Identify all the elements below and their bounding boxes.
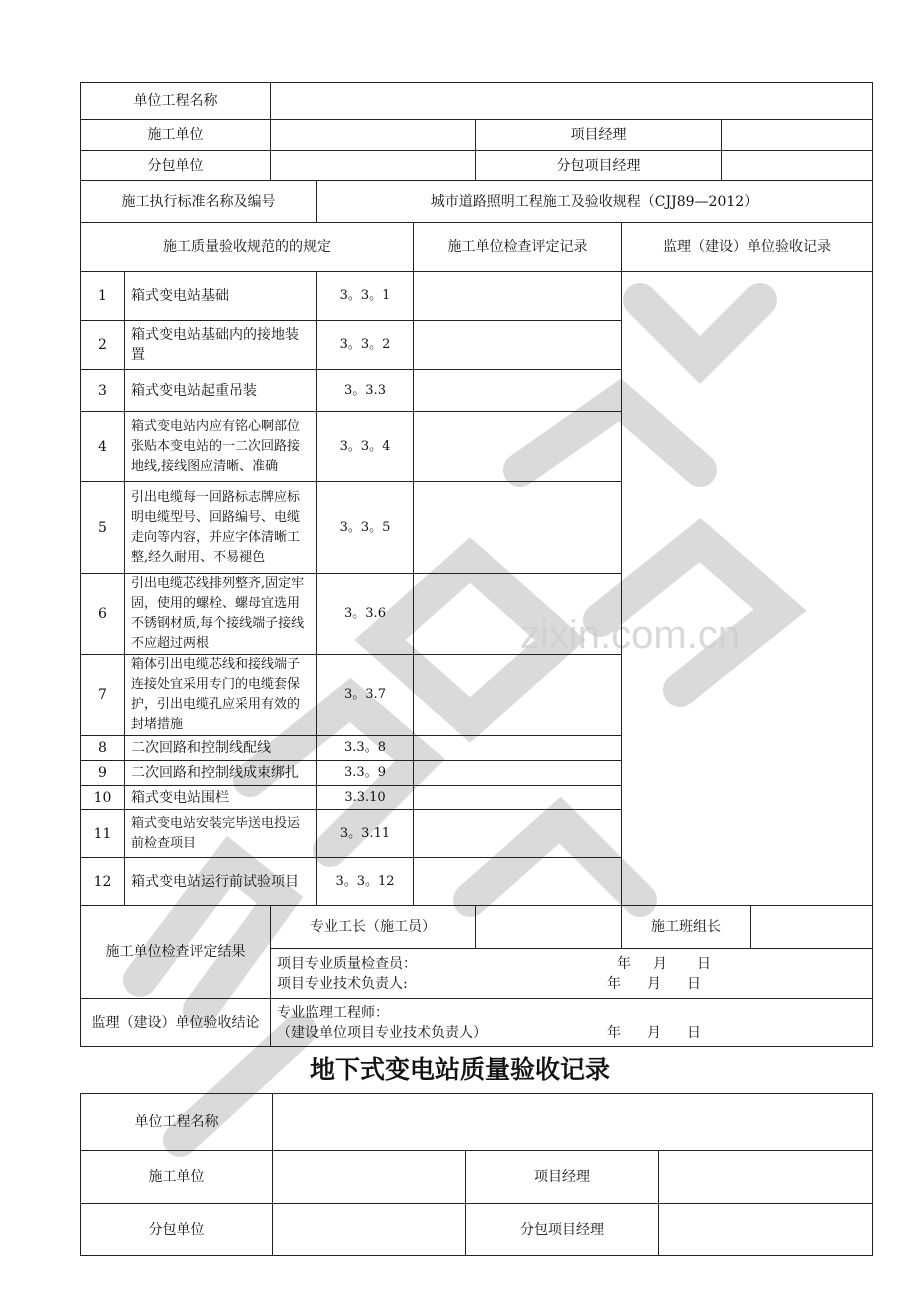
row-check-record[interactable] [414,321,622,370]
subcontractor-field[interactable] [273,1204,466,1256]
row-clause: 3。3.3 [317,370,414,412]
row-item: 二次回路和控制线配线 [125,736,317,761]
row-item: 二次回路和控制线成束绑扎 [125,761,317,786]
date-year: 年 [607,1024,621,1041]
row-clause: 3。3。4 [317,412,414,482]
construction-unit-field[interactable] [273,1151,466,1204]
date-year: 年 [607,975,621,992]
row-clause: 3。3。12 [317,858,414,906]
row-number: 6 [81,574,125,655]
team-leader-field[interactable] [751,906,873,949]
row-item: 引出电缆每一回路标志牌应标明电缆型号、回路编号、电缆走向等内容，并应字体清晰工整,经久耐用、不易褪色 [125,482,317,574]
date-day: 日 [687,1024,701,1041]
project-manager-label: 项目经理 [466,1151,659,1204]
row-number: 12 [81,858,125,906]
row-clause: 3。3.6 [317,574,414,655]
project-manager-field[interactable] [722,120,873,151]
box-substation-form [80,82,873,1047]
supervision-sign-area[interactable] [271,999,873,1047]
standard-value: 城市道路照明工程施工及验收规程（CJJ89—2012） [317,181,873,223]
construction-unit-field[interactable] [271,120,476,151]
date-day: 日 [687,975,701,992]
row-clause: 3。3。1 [317,272,414,321]
underground-substation-form [80,1093,873,1256]
tech-leader-label: 项目专业技术负责人: [277,975,408,992]
row-number: 7 [81,655,125,736]
inspection-sign-area[interactable] [271,949,873,999]
sub-project-manager-field[interactable] [659,1204,873,1256]
row-check-record[interactable] [414,736,622,761]
subcontractor-field[interactable] [271,151,476,181]
quality-inspector-label: 项目专业质量检查员： [277,955,417,972]
row-clause: 3.3。8 [317,736,414,761]
row-item: 箱式变电站运行前试验项目 [125,858,317,906]
row-item: 箱式变电站基础内的接地装置 [125,321,317,370]
row-number: 4 [81,412,125,482]
row-check-record[interactable] [414,370,622,412]
row-check-record[interactable] [414,786,622,810]
sub-project-manager-field[interactable] [722,151,873,181]
team-leader-label: 施工班组长 [622,906,751,949]
row-number: 11 [81,810,125,858]
row-item: 箱式变电站安装完毕送电投运前检查项目 [125,810,317,858]
row-item: 箱式变电站起重吊装 [125,370,317,412]
date-year: 年 [617,955,631,972]
row-clause: 3.3。9 [317,761,414,786]
section-title: 地下式变电站质量验收记录 [309,1055,610,1084]
date-day: 日 [697,955,711,972]
header-check: 施工单位检查评定记录 [414,223,622,272]
row-clause: 3。3.7 [317,655,414,736]
sub-project-manager-label: 分包项目经理 [466,1204,659,1256]
row-clause: 3。3。2 [317,321,414,370]
row-number: 8 [81,736,125,761]
row-number: 5 [81,482,125,574]
unit-project-name-field[interactable] [271,83,873,120]
row-check-record[interactable] [414,655,622,736]
header-supervision: 监理（建设）单位验收记录 [622,223,873,272]
row-check-record[interactable] [414,412,622,482]
date-month: 月 [647,1024,661,1041]
supervision-record-field[interactable] [622,272,873,906]
row-item: 箱式变电站内应有铭心啊部位张贴本变电站的一二次回路接地线,接线图应清晰、准确 [125,412,317,482]
row-check-record[interactable] [414,810,622,858]
header-spec: 施工质量验收规范的的规定 [81,223,414,272]
construction-unit-label: 施工单位 [81,1151,273,1204]
row-check-record[interactable] [414,761,622,786]
row-check-record[interactable] [414,482,622,574]
standard-label: 施工执行标准名称及编号 [81,181,317,223]
subcontractor-label: 分包单位 [81,151,271,181]
unit-project-name-label: 单位工程名称 [81,1094,273,1151]
row-number: 2 [81,321,125,370]
row-check-record[interactable] [414,574,622,655]
construction-unit-label: 施工单位 [81,120,271,151]
row-item: 箱式变电站围栏 [125,786,317,810]
row-item: 引出电缆芯线排列整齐,固定牢固，使用的螺栓、螺母宜选用不锈钢材质,每个接线端子接线不应超过两根 [125,574,317,655]
unit-project-name-label: 单位工程名称 [81,83,271,120]
row-number: 9 [81,761,125,786]
row-check-record[interactable] [414,858,622,906]
date-month: 月 [647,975,661,992]
date-month: 月 [653,955,667,972]
foreman-label: 专业工长（施工员） [271,906,476,949]
unit-project-name-field[interactable] [273,1094,873,1151]
table-row [81,272,873,321]
row-clause: 3.3.10 [317,786,414,810]
project-manager-field[interactable] [659,1151,873,1204]
row-number: 10 [81,786,125,810]
row-number: 3 [81,370,125,412]
owner-tech-leader-label: （建设单位项目专业技术负责人） [277,1024,487,1041]
project-manager-label: 项目经理 [476,120,722,151]
supervising-engineer-label: 专业监理工程师： [277,1004,389,1021]
row-item: 箱式变电站基础 [125,272,317,321]
supervision-conclusion-label: 监理（建设）单位验收结论 [81,999,271,1047]
subcontractor-label: 分包单位 [81,1204,273,1256]
row-clause: 3。3。5 [317,482,414,574]
foreman-field[interactable] [476,906,622,949]
sub-project-manager-label: 分包项目经理 [476,151,722,181]
row-number: 1 [81,272,125,321]
result-label: 施工单位检查评定结果 [81,906,271,999]
row-clause: 3。3.11 [317,810,414,858]
row-check-record[interactable] [414,272,622,321]
svg-text:zixin.com.cn: zixin.com.cn [520,613,741,657]
row-item: 箱体引出电缆芯线和接线端子连接处宜采用专门的电缆套保护，引出电缆孔应采用有效的封堵措施 [125,655,317,736]
